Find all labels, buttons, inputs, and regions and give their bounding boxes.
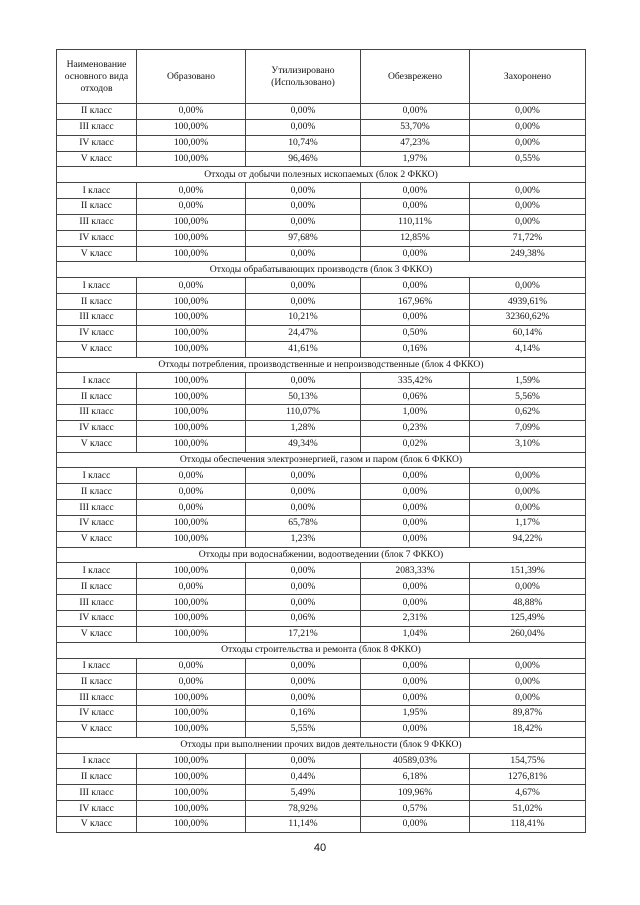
hazard-class-cell: V класс <box>57 436 137 452</box>
buried-cell: 260,04% <box>470 626 586 642</box>
buried-cell: 0,55% <box>470 151 586 167</box>
utilized-cell: 10,21% <box>246 309 361 325</box>
table-row <box>57 531 586 547</box>
buried-cell: 32360,62% <box>470 309 586 325</box>
buried-cell: 0,00% <box>470 199 586 215</box>
utilized-cell: 41,61% <box>246 341 361 357</box>
hazard-class-cell: II класс <box>57 579 137 595</box>
generated-cell: 100,00% <box>137 611 246 627</box>
section-header-row <box>57 262 586 278</box>
hazard-class-cell: IV класс <box>57 515 137 531</box>
table-row <box>57 214 586 230</box>
hazard-class-cell: II класс <box>57 389 137 405</box>
buried-cell: 4939,61% <box>470 294 586 310</box>
neutralized-cell: 40589,03% <box>361 753 470 769</box>
utilized-cell: 0,00% <box>246 183 361 199</box>
neutralized-cell: 0,00% <box>361 183 470 199</box>
table-body <box>57 104 586 833</box>
neutralized-cell: 335,42% <box>361 373 470 389</box>
buried-cell: 71,72% <box>470 230 586 246</box>
utilized-cell: 0,00% <box>246 500 361 516</box>
utilized-cell: 24,47% <box>246 325 361 341</box>
neutralized-cell: 2083,33% <box>361 563 470 579</box>
section-header-row <box>57 547 586 563</box>
buried-cell: 94,22% <box>470 531 586 547</box>
utilized-cell: 0,00% <box>246 595 361 611</box>
buried-cell: 0,62% <box>470 405 586 421</box>
table-row <box>57 119 586 135</box>
generated-cell: 100,00% <box>137 626 246 642</box>
generated-cell: 0,00% <box>137 674 246 690</box>
buried-cell: 118,41% <box>470 816 586 832</box>
table-row <box>57 278 586 294</box>
utilized-cell: 5,55% <box>246 721 361 737</box>
neutralized-cell: 0,00% <box>361 468 470 484</box>
buried-cell: 7,09% <box>470 420 586 436</box>
utilized-cell: 10,74% <box>246 135 361 151</box>
table-row <box>57 563 586 579</box>
table-row <box>57 294 586 310</box>
hazard-class-cell: IV класс <box>57 325 137 341</box>
generated-cell: 100,00% <box>137 373 246 389</box>
hazard-class-cell: III класс <box>57 405 137 421</box>
table-row <box>57 706 586 722</box>
neutralized-cell: 0,00% <box>361 690 470 706</box>
table-row <box>57 405 586 421</box>
hazard-class-cell: I класс <box>57 753 137 769</box>
header-row <box>57 50 586 104</box>
hazard-class-cell: IV класс <box>57 420 137 436</box>
table-row <box>57 104 586 120</box>
utilized-cell: 0,00% <box>246 753 361 769</box>
neutralized-cell: 12,85% <box>361 230 470 246</box>
buried-cell: 125,49% <box>470 611 586 627</box>
table-header <box>57 50 586 104</box>
buried-cell: 0,00% <box>470 183 586 199</box>
buried-cell: 48,88% <box>470 595 586 611</box>
waste-classes-table <box>56 49 586 833</box>
neutralized-cell: 0,00% <box>361 500 470 516</box>
generated-cell: 0,00% <box>137 278 246 294</box>
hazard-class-cell: IV класс <box>57 801 137 817</box>
neutralized-cell: 0,00% <box>361 658 470 674</box>
table-row <box>57 626 586 642</box>
generated-cell: 100,00% <box>137 816 246 832</box>
hazard-class-cell: V класс <box>57 341 137 357</box>
buried-cell: 1276,81% <box>470 769 586 785</box>
section-title: Отходы при водоснабжении, водоотведении (блок 7 ФККО) <box>57 547 586 563</box>
generated-cell: 0,00% <box>137 183 246 199</box>
section-header-row <box>57 167 586 183</box>
generated-cell: 100,00% <box>137 389 246 405</box>
neutralized-cell: 0,00% <box>361 721 470 737</box>
generated-cell: 100,00% <box>137 341 246 357</box>
utilized-cell: 0,00% <box>246 579 361 595</box>
buried-cell: 151,39% <box>470 563 586 579</box>
section-title: Отходы потребления, производственные и непроизводственные (блок 4 ФККО) <box>57 357 586 373</box>
utilized-cell: 0,00% <box>246 246 361 262</box>
buried-cell: 0,00% <box>470 278 586 294</box>
table-row <box>57 690 586 706</box>
neutralized-cell: 0,00% <box>361 531 470 547</box>
utilized-cell: 0,00% <box>246 690 361 706</box>
section-header-row <box>57 642 586 658</box>
generated-cell: 100,00% <box>137 246 246 262</box>
neutralized-cell: 1,00% <box>361 405 470 421</box>
table-row <box>57 325 586 341</box>
table-row <box>57 595 586 611</box>
neutralized-cell: 1,97% <box>361 151 470 167</box>
utilized-cell: 0,00% <box>246 468 361 484</box>
hazard-class-cell: V класс <box>57 626 137 642</box>
table-row <box>57 420 586 436</box>
hazard-class-cell: II класс <box>57 199 137 215</box>
hazard-class-cell: III класс <box>57 309 137 325</box>
buried-cell: 3,10% <box>470 436 586 452</box>
utilized-cell: 0,00% <box>246 373 361 389</box>
buried-cell: 89,87% <box>470 706 586 722</box>
hazard-class-cell: V класс <box>57 151 137 167</box>
table-row <box>57 135 586 151</box>
table-row <box>57 151 586 167</box>
table-row <box>57 389 586 405</box>
section-header-row <box>57 737 586 753</box>
generated-cell: 100,00% <box>137 706 246 722</box>
utilized-cell: 0,00% <box>246 278 361 294</box>
generated-cell: 0,00% <box>137 658 246 674</box>
page-number: 40 <box>313 842 327 854</box>
hazard-class-cell: V класс <box>57 721 137 737</box>
neutralized-cell: 53,70% <box>361 119 470 135</box>
buried-cell: 0,00% <box>470 658 586 674</box>
generated-cell: 100,00% <box>137 690 246 706</box>
buried-cell: 5,56% <box>470 389 586 405</box>
neutralized-cell: 0,00% <box>361 579 470 595</box>
utilized-cell: 0,00% <box>246 563 361 579</box>
utilized-cell: 97,68% <box>246 230 361 246</box>
buried-cell: 0,00% <box>470 579 586 595</box>
neutralized-cell: 109,96% <box>361 785 470 801</box>
buried-cell: 51,02% <box>470 801 586 817</box>
buried-cell: 154,75% <box>470 753 586 769</box>
neutralized-cell: 6,18% <box>361 769 470 785</box>
column-header-waste-type: Наименование основного вида отходов <box>57 50 137 104</box>
section-title: Отходы от добычи полезных ископаемых (блок 2 ФККО) <box>57 167 586 183</box>
generated-cell: 100,00% <box>137 405 246 421</box>
generated-cell: 100,00% <box>137 595 246 611</box>
utilized-cell: 11,14% <box>246 816 361 832</box>
generated-cell: 100,00% <box>137 753 246 769</box>
utilized-cell: 78,92% <box>246 801 361 817</box>
buried-cell: 0,00% <box>470 484 586 500</box>
neutralized-cell: 0,00% <box>361 199 470 215</box>
generated-cell: 100,00% <box>137 325 246 341</box>
hazard-class-cell: IV класс <box>57 706 137 722</box>
hazard-class-cell: I класс <box>57 563 137 579</box>
neutralized-cell: 0,00% <box>361 674 470 690</box>
table-row <box>57 785 586 801</box>
table-row <box>57 515 586 531</box>
generated-cell: 100,00% <box>137 785 246 801</box>
generated-cell: 100,00% <box>137 436 246 452</box>
utilized-cell: 110,07% <box>246 405 361 421</box>
buried-cell: 18,42% <box>470 721 586 737</box>
generated-cell: 100,00% <box>137 801 246 817</box>
utilized-cell: 1,28% <box>246 420 361 436</box>
column-header-generated: Образовано <box>137 50 246 104</box>
generated-cell: 0,00% <box>137 104 246 120</box>
utilized-cell: 65,78% <box>246 515 361 531</box>
utilized-cell: 0,16% <box>246 706 361 722</box>
column-header-neutralized: Обезврежено <box>361 50 470 104</box>
generated-cell: 100,00% <box>137 119 246 135</box>
utilized-cell: 0,00% <box>246 119 361 135</box>
hazard-class-cell: I класс <box>57 183 137 199</box>
generated-cell: 100,00% <box>137 420 246 436</box>
buried-cell: 4,67% <box>470 785 586 801</box>
column-header-utilized: Утилизировано (Использовано) <box>246 50 361 104</box>
table-row <box>57 230 586 246</box>
utilized-cell: 0,00% <box>246 674 361 690</box>
generated-cell: 0,00% <box>137 484 246 500</box>
table-row <box>57 769 586 785</box>
neutralized-cell: 167,96% <box>361 294 470 310</box>
neutralized-cell: 47,23% <box>361 135 470 151</box>
hazard-class-cell: II класс <box>57 769 137 785</box>
column-header-buried: Захоронено <box>470 50 586 104</box>
generated-cell: 100,00% <box>137 531 246 547</box>
table-row <box>57 579 586 595</box>
generated-cell: 0,00% <box>137 579 246 595</box>
buried-cell: 0,00% <box>470 674 586 690</box>
hazard-class-cell: II класс <box>57 674 137 690</box>
buried-cell: 0,00% <box>470 690 586 706</box>
table-row <box>57 199 586 215</box>
utilized-cell: 49,34% <box>246 436 361 452</box>
neutralized-cell: 0,00% <box>361 515 470 531</box>
table-row <box>57 373 586 389</box>
table-row <box>57 436 586 452</box>
hazard-class-cell: V класс <box>57 816 137 832</box>
buried-cell: 1,59% <box>470 373 586 389</box>
buried-cell: 0,00% <box>470 468 586 484</box>
utilized-cell: 96,46% <box>246 151 361 167</box>
neutralized-cell: 0,00% <box>361 278 470 294</box>
table-row <box>57 721 586 737</box>
neutralized-cell: 0,00% <box>361 816 470 832</box>
utilized-cell: 0,00% <box>246 199 361 215</box>
generated-cell: 100,00% <box>137 515 246 531</box>
table-row <box>57 611 586 627</box>
buried-cell: 1,17% <box>470 515 586 531</box>
utilized-cell: 5,49% <box>246 785 361 801</box>
table-row <box>57 816 586 832</box>
table-row <box>57 658 586 674</box>
hazard-class-cell: II класс <box>57 484 137 500</box>
buried-cell: 249,38% <box>470 246 586 262</box>
generated-cell: 0,00% <box>137 500 246 516</box>
neutralized-cell: 0,06% <box>361 389 470 405</box>
generated-cell: 100,00% <box>137 563 246 579</box>
utilized-cell: 0,00% <box>246 214 361 230</box>
utilized-cell: 17,21% <box>246 626 361 642</box>
table-row <box>57 484 586 500</box>
table-row <box>57 341 586 357</box>
neutralized-cell: 0,00% <box>361 595 470 611</box>
neutralized-cell: 0,00% <box>361 246 470 262</box>
hazard-class-cell: III класс <box>57 690 137 706</box>
neutralized-cell: 2,31% <box>361 611 470 627</box>
buried-cell: 60,14% <box>470 325 586 341</box>
buried-cell: 0,00% <box>470 214 586 230</box>
buried-cell: 4,14% <box>470 341 586 357</box>
neutralized-cell: 1,95% <box>361 706 470 722</box>
generated-cell: 100,00% <box>137 309 246 325</box>
utilized-cell: 0,00% <box>246 658 361 674</box>
section-header-row <box>57 452 586 468</box>
neutralized-cell: 0,02% <box>361 436 470 452</box>
neutralized-cell: 0,00% <box>361 104 470 120</box>
neutralized-cell: 110,11% <box>361 214 470 230</box>
hazard-class-cell: I класс <box>57 468 137 484</box>
section-title: Отходы при выполнении прочих видов деятельности (блок 9 ФККО) <box>57 737 586 753</box>
neutralized-cell: 0,16% <box>361 341 470 357</box>
utilized-cell: 0,00% <box>246 294 361 310</box>
hazard-class-cell: IV класс <box>57 611 137 627</box>
generated-cell: 100,00% <box>137 294 246 310</box>
hazard-class-cell: III класс <box>57 119 137 135</box>
neutralized-cell: 0,00% <box>361 309 470 325</box>
generated-cell: 0,00% <box>137 199 246 215</box>
table-row <box>57 801 586 817</box>
neutralized-cell: 0,23% <box>361 420 470 436</box>
generated-cell: 100,00% <box>137 721 246 737</box>
table-row <box>57 674 586 690</box>
neutralized-cell: 0,00% <box>361 484 470 500</box>
buried-cell: 0,00% <box>470 119 586 135</box>
buried-cell: 0,00% <box>470 135 586 151</box>
generated-cell: 100,00% <box>137 135 246 151</box>
utilized-cell: 0,00% <box>246 484 361 500</box>
section-title: Отходы обрабатывающих производств (блок 3 ФККО) <box>57 262 586 278</box>
hazard-class-cell: I класс <box>57 278 137 294</box>
generated-cell: 0,00% <box>137 468 246 484</box>
table-row <box>57 309 586 325</box>
neutralized-cell: 0,50% <box>361 325 470 341</box>
utilized-cell: 0,06% <box>246 611 361 627</box>
section-header-row <box>57 357 586 373</box>
hazard-class-cell: III класс <box>57 500 137 516</box>
buried-cell: 0,00% <box>470 104 586 120</box>
hazard-class-cell: III класс <box>57 785 137 801</box>
hazard-class-cell: I класс <box>57 373 137 389</box>
hazard-class-cell: V класс <box>57 246 137 262</box>
table-row <box>57 183 586 199</box>
neutralized-cell: 0,57% <box>361 801 470 817</box>
section-title: Отходы обеспечения электроэнергией, газом и паром (блок 6 ФККО) <box>57 452 586 468</box>
generated-cell: 100,00% <box>137 151 246 167</box>
section-title: Отходы строительства и ремонта (блок 8 ФККО) <box>57 642 586 658</box>
table-row <box>57 753 586 769</box>
generated-cell: 100,00% <box>137 769 246 785</box>
hazard-class-cell: IV класс <box>57 135 137 151</box>
table-row <box>57 500 586 516</box>
utilized-cell: 50,13% <box>246 389 361 405</box>
utilized-cell: 0,44% <box>246 769 361 785</box>
generated-cell: 100,00% <box>137 214 246 230</box>
utilized-cell: 1,23% <box>246 531 361 547</box>
hazard-class-cell: III класс <box>57 595 137 611</box>
hazard-class-cell: II класс <box>57 104 137 120</box>
hazard-class-cell: IV класс <box>57 230 137 246</box>
table-row <box>57 468 586 484</box>
hazard-class-cell: III класс <box>57 214 137 230</box>
table-row <box>57 246 586 262</box>
generated-cell: 100,00% <box>137 230 246 246</box>
hazard-class-cell: II класс <box>57 294 137 310</box>
neutralized-cell: 1,04% <box>361 626 470 642</box>
hazard-class-cell: I класс <box>57 658 137 674</box>
buried-cell: 0,00% <box>470 500 586 516</box>
utilized-cell: 0,00% <box>246 104 361 120</box>
hazard-class-cell: V класс <box>57 531 137 547</box>
